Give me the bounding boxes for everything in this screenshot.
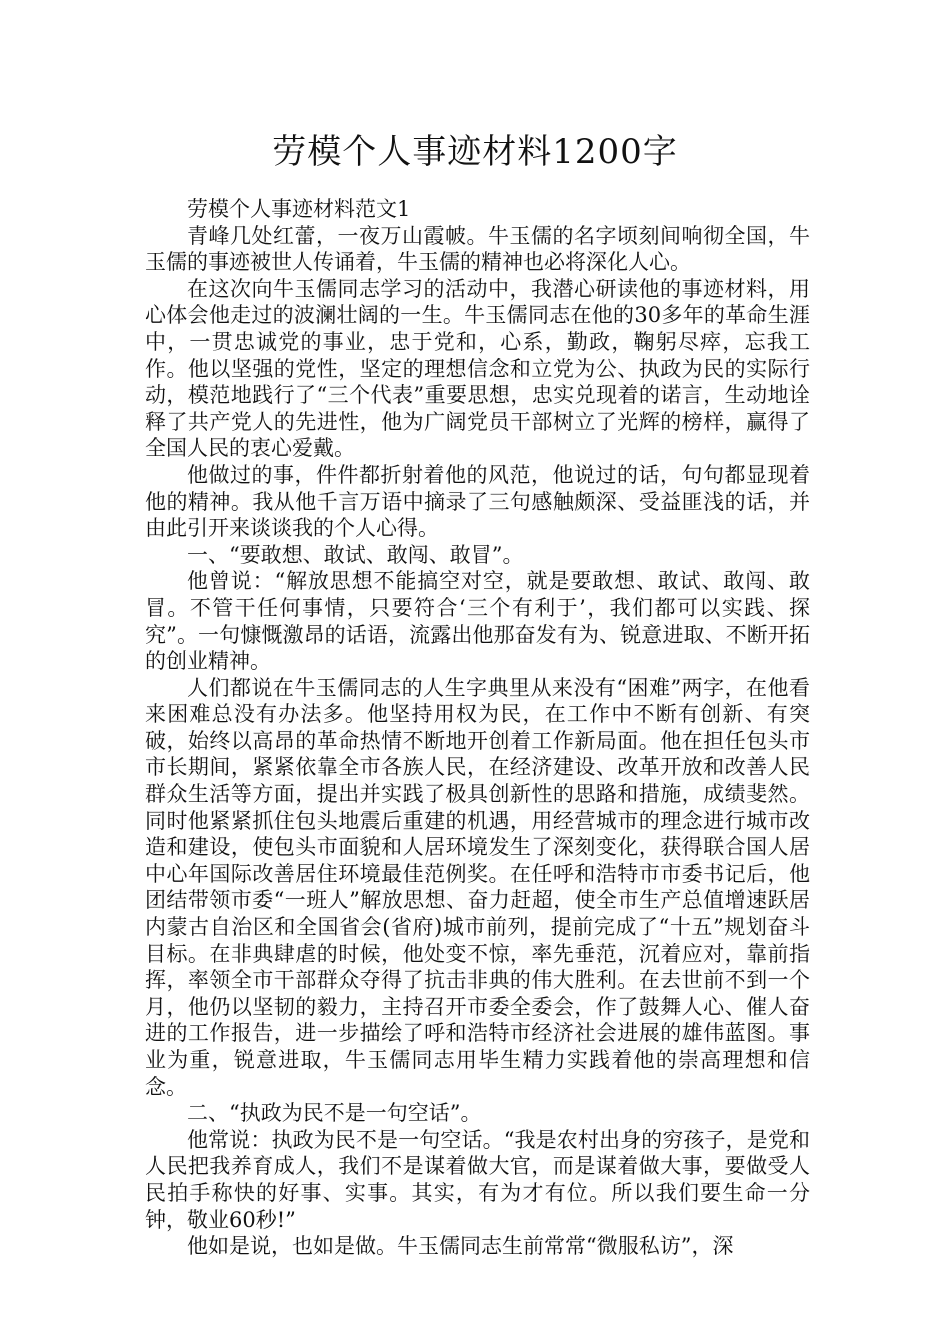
paragraph-three-quotes: 他做过的事，件件都折射着他的风范，他说过的话，句句都显现着他的精神。我从他千言万语中摘录了三句感触颇深、受益匪浅的话，并由此引开来谈谈我的个人心得。 bbox=[145, 462, 810, 541]
section-heading-2: 二、“执政为民不是一句空话”。 bbox=[187, 1101, 482, 1126]
paragraph-actions: 他如是说，也如是做。牛玉儒同志生前常常“微服私访”，深 bbox=[187, 1234, 734, 1259]
paragraph-no-difficulty: 人们都说在牛玉儒同志的人生字典里从来没有“困难”两字，在他看来困难总没有办法多。他坚持用权为民，在工作中不断有创新、有突破，始终以高昂的革命热情不断地开创着工作新局面。他在担任包头市市长期间，紧紧依靠全市各族人民，在经济建设、改革开放和改善人民群众生活等方面，提出并实践了极具创新性的思路和措施，成绩斐然。同时他紧紧抓住包头地震后重建的机遇，用经营城市的理念进行城市改造和建设，使包头市面貌和人居环境发生了深刻变化，获得联合国人居中心年国际改善居住环境最佳范例奖。在任呼和浩特市市委书记后，他团结带领市委“一班人”解放思想、奋力赶超，使全市生产总值增速跃居内蒙古自治区和全国省会(省府)城市前列，提前完成了“十五”规划奋斗目标。在非典肆虐的时候，他处变不惊，率先垂范，沉着应对，靠前指挥，率领全市干部群众夺得了抗击非典的伟大胜利。在去世前不到一个月，他仍以坚韧的毅力，主持召开市委全委会，作了鼓舞人心、催人奋进的工作报告，进一步描绘了呼和浩特市经济社会进展的雄伟蓝图。事业为重，锐意进取，牛玉儒同志用毕生精力实践着他的崇高理想和信念。 bbox=[145, 675, 810, 1099]
paragraph-heading-sample-1: 劳模个人事迹材料范文1 bbox=[187, 197, 411, 221]
section-heading-1: 一、“要敢想、敢试、敢闯、敢冒”。 bbox=[187, 542, 524, 567]
paragraph-quote-1: 他曾说：“解放思想不能搞空对空，就是要敢想、敢试、敢闯、敢冒。不管干任何事情，只要符合‘三个有利于’，我们都可以实践、探究”。一句慷慨激昂的话语，流露出他那奋发有为、锐意进取、不断开拓的创业精神。 bbox=[145, 569, 810, 674]
paragraph-intro: 青峰几处红蕾，一夜万山霞帔。牛玉儒的名字顷刻间响彻全国，牛玉儒的事迹被世人传诵着，牛玉儒的精神也必将深化人心。 bbox=[145, 223, 810, 275]
paragraph-quote-2: 他常说：执政为民不是一句空话。“我是农村出身的穷孩子，是党和人民把我养育成人，我们不是谋着做大官，而是谋着做大事，要做受人民拍手称快的好事、实事。其实，有为才有位。所以我们要生命一分钟，敬业60秒!” bbox=[145, 1127, 810, 1232]
paragraph-study-activity: 在这次向牛玉儒同志学习的活动中，我潜心研读他的事迹材料，用心体会他走过的波澜壮阔的一生。牛玉儒同志在他的30多年的革命生涯中，一贯忠诚党的事业，忠于党和，心系，勤政，鞠躬尽瘁，忘我工作。他以坚强的党性，坚定的理想信念和立党为公、执政为民的实际行动，模范地践行了“三个代表”重要思想，忠实兑现着的诺言，生动地诠释了共产党人的先进性，他为广阔党员干部树立了光辉的榜样，赢得了全国人民的衷心爱戴。 bbox=[145, 276, 810, 461]
document-title: 劳模个人事迹材料1200字 bbox=[272, 132, 678, 172]
document-body bbox=[145, 196, 810, 1260]
